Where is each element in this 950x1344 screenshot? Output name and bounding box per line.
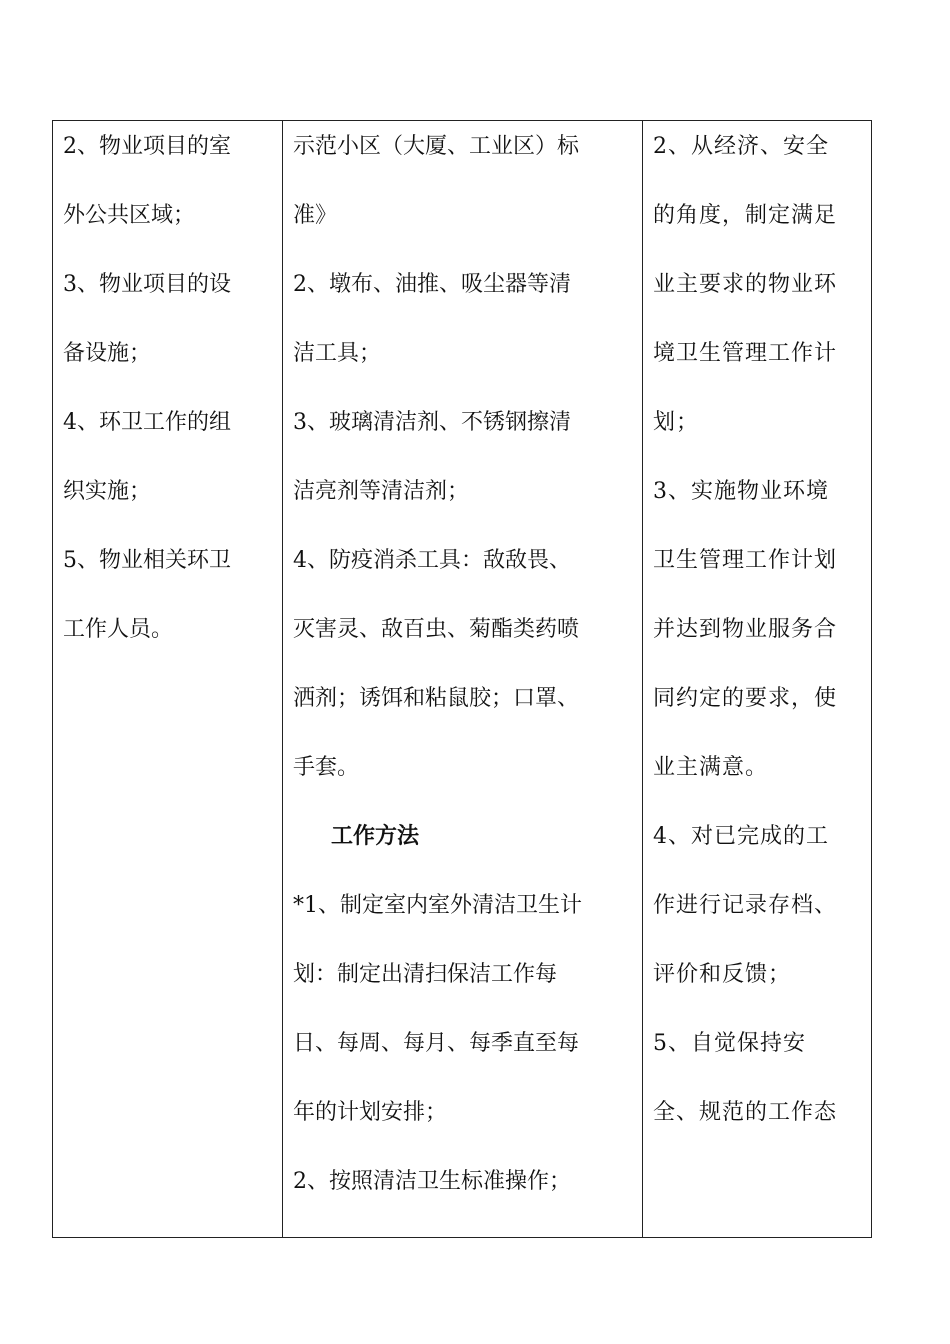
text-line: 洒剂；诱饵和粘鼠胶；口罩、: [293, 686, 580, 711]
text-line: 作进行记录存档、: [653, 893, 838, 918]
text-line: 2、墩布、油推、吸尘器等清: [293, 272, 571, 297]
text-line: 3、实施物业环境: [653, 479, 829, 504]
text-line: 4、环卫工作的组: [63, 410, 231, 435]
text-line: 3、玻璃清洁剂、不锈钢擦清: [293, 410, 571, 435]
text-line: 织实施；: [63, 479, 152, 504]
text-line: 卫生管理工作计划: [653, 548, 838, 573]
text-line: 2、按照清洁卫生标准操作；: [293, 1169, 571, 1194]
text-line: 外公共区域；: [63, 203, 196, 228]
text-line: 2、物业项目的室: [63, 134, 231, 159]
text-line: 划：制定出清扫保洁工作每: [293, 962, 558, 987]
tools-text: [293, 129, 634, 1200]
text-line: 日、每周、每月、每季直至每: [293, 1031, 580, 1056]
section-heading: 工作方法: [331, 824, 420, 849]
table-cell-requirements: [643, 121, 872, 1238]
text-line: 备设施；: [63, 341, 152, 366]
text-line: 业主要求的物业环: [653, 272, 838, 297]
text-line: 手套。: [293, 755, 360, 780]
text-line: 准》: [293, 203, 338, 228]
scope-text: [63, 129, 274, 648]
text-line: 年的计划安排；: [293, 1100, 448, 1125]
text-line: 5、自觉保持安: [653, 1031, 806, 1056]
text-line: 境卫生管理工作计: [653, 341, 838, 366]
content-table: [52, 120, 872, 1238]
text-line: 4、对已完成的工: [653, 824, 829, 849]
text-line: 划；: [653, 410, 700, 435]
table-row: [53, 121, 872, 1238]
text-line: 工作人员。: [63, 617, 174, 642]
text-line: *1、制定室内室外清洁卫生计: [293, 893, 582, 918]
text-line: 洁工具；: [293, 341, 382, 366]
text-line: 3、物业项目的设: [63, 272, 231, 297]
text-line: 灭害灵、敌百虫、菊酯类药喷: [293, 617, 580, 642]
text-line: 同约定的要求，使: [653, 686, 838, 711]
text-line: 5、物业相关环卫: [63, 548, 231, 573]
text-line: 评价和反馈；: [653, 962, 792, 987]
text-line: 并达到物业服务合: [653, 617, 838, 642]
text-line: 全、规范的工作态: [653, 1100, 838, 1125]
table-cell-scope: [53, 121, 283, 1238]
text-line: 2、从经济、安全: [653, 134, 829, 159]
requirements-text: [653, 129, 863, 1131]
text-line: 4、防疫消杀工具：敌敌畏、: [293, 548, 571, 573]
table-cell-tools-methods: [283, 121, 643, 1238]
text-line: 洁亮剂等清洁剂；: [293, 479, 470, 504]
text-line: 的角度，制定满足: [653, 203, 838, 228]
text-line: 业主满意。: [653, 755, 769, 780]
text-line: 示范小区（大厦、工业区）标: [293, 134, 580, 159]
